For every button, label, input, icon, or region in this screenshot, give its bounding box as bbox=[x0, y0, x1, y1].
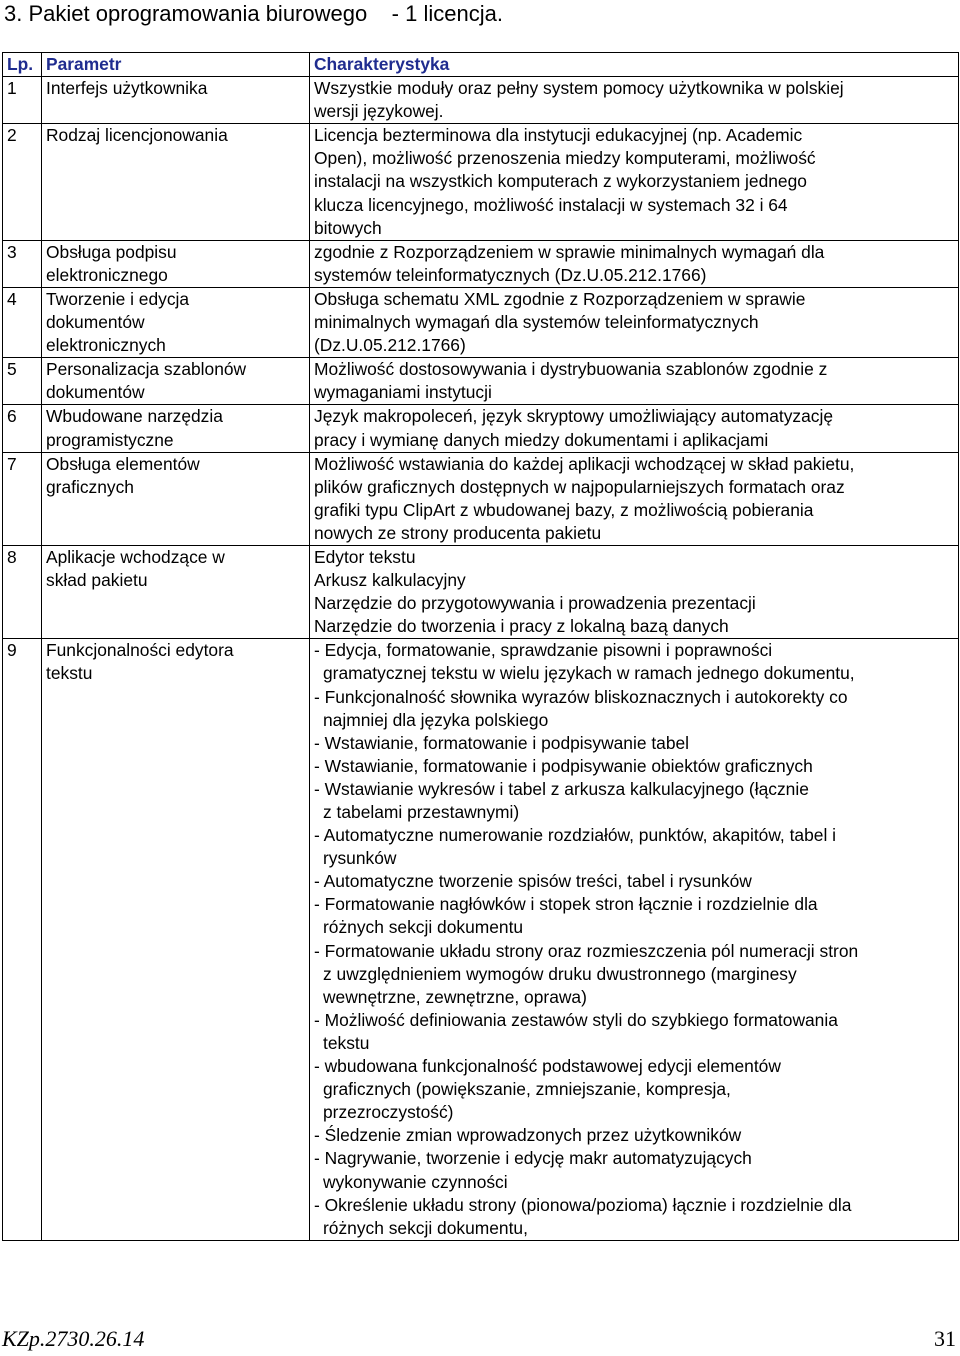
feature-list-item bbox=[314, 639, 954, 685]
table-row bbox=[3, 639, 959, 1240]
document-reference: KZp.2730.26.14 bbox=[2, 1326, 145, 1351]
parameter-line: elektronicznych bbox=[46, 335, 166, 356]
feature-text-continued: tekstu bbox=[323, 1032, 370, 1053]
parameter-line: elektronicznego bbox=[46, 264, 168, 285]
table-row bbox=[3, 124, 959, 240]
characteristic-line: Obsługa schematu XML zgodnie z Rozporządzeniem w sprawie bbox=[314, 288, 806, 309]
parameter-line: Interfejs użytkownika bbox=[46, 78, 208, 99]
characteristic-line: Narzędzie do tworzenia i pracy z lokalną bazą danych bbox=[314, 616, 729, 637]
row-number: 5 bbox=[3, 358, 42, 405]
parameter-line: Wbudowane narzędzia bbox=[46, 406, 223, 427]
feature-text: - Śledzenie zmian wprowadzonych przez użytkowników bbox=[314, 1125, 742, 1146]
characteristic-cell bbox=[310, 77, 959, 124]
characteristic-line: (Dz.U.05.212.1766) bbox=[314, 335, 466, 356]
characteristic-line: Możliwość dostosowywania i dystrybuowania szablonów zgodnie z bbox=[314, 359, 828, 380]
parameter-line: programistyczne bbox=[46, 429, 174, 450]
feature-text-continued: najmniej dla języka polskiego bbox=[323, 709, 549, 730]
characteristic-line: klucza licencyjnego, możliwość instalacji w systemach 32 i 64 bbox=[314, 194, 788, 215]
row-number: 9 bbox=[3, 639, 42, 1240]
characteristic-line: pracy i wymianę danych miedzy dokumentami i aplikacjami bbox=[314, 429, 769, 450]
feature-text: - Wstawianie, formatowanie i podpisywanie tabel bbox=[314, 732, 690, 753]
table-header-row bbox=[3, 53, 959, 77]
table-row bbox=[3, 452, 959, 545]
characteristic-line: zgodnie z Rozporządzeniem w sprawie minimalnych wymagań dla bbox=[314, 241, 825, 262]
feature-text: - Automatyczne tworzenie spisów treści, tabel i rysunków bbox=[314, 871, 752, 892]
row-number: 2 bbox=[3, 124, 42, 240]
table-row bbox=[3, 545, 959, 638]
feature-list-item bbox=[314, 1055, 954, 1124]
characteristic-cell bbox=[310, 358, 959, 405]
characteristic-cell bbox=[310, 639, 959, 1240]
row-number: 3 bbox=[3, 240, 42, 287]
feature-text: - wbudowana funkcjonalność podstawowej edycji elementów bbox=[314, 1056, 781, 1077]
feature-text: - Edycja, formatowanie, sprawdzanie pisowni i poprawności bbox=[314, 640, 773, 661]
characteristic-line: Licencja bezterminowa dla instytucji edukacyjnej (np. Academic bbox=[314, 125, 803, 146]
parameter-line: Aplikacje wchodzące w bbox=[46, 546, 225, 567]
feature-list-item bbox=[314, 940, 954, 1009]
feature-text-continued: wewnętrzne, zewnętrzne, oprawa) bbox=[323, 986, 587, 1007]
feature-text: - Wstawianie wykresów i tabel z arkusza kalkulacyjnego (łącznie bbox=[314, 778, 809, 799]
characteristic-cell bbox=[310, 405, 959, 452]
row-number: 7 bbox=[3, 452, 42, 545]
row-number: 1 bbox=[3, 77, 42, 124]
feature-text-continued: różnych sekcji dokumentu, bbox=[323, 1217, 528, 1238]
characteristic-line: wersji językowej. bbox=[314, 101, 444, 122]
header-charakterystyka: Charakterystyka bbox=[310, 53, 959, 77]
parameter-cell bbox=[42, 452, 310, 545]
characteristic-line: minimalnych wymagań dla systemów teleinformatycznych bbox=[314, 312, 759, 333]
feature-list-item bbox=[314, 1194, 954, 1240]
feature-text-continued: wykonywanie czynności bbox=[323, 1171, 508, 1192]
feature-text: - Możliwość definiowania zestawów styli do szybkiego formatowania bbox=[314, 1009, 838, 1030]
specification-table bbox=[2, 52, 959, 1241]
parameter-cell bbox=[42, 77, 310, 124]
feature-text: - Formatowanie nagłówków i stopek stron łącznie i rozdzielnie dla bbox=[314, 894, 818, 915]
parameter-line: Obsługa elementów bbox=[46, 453, 200, 474]
characteristic-line: Arkusz kalkulacyjny bbox=[314, 570, 466, 591]
characteristic-line: instalacji na wszystkich komputerach z wykorzystaniem jednego bbox=[314, 171, 807, 192]
parameter-cell bbox=[42, 287, 310, 357]
feature-text: - Wstawianie, formatowanie i podpisywanie obiektów graficznych bbox=[314, 755, 813, 776]
parameter-line: Personalizacja szablonów bbox=[46, 359, 247, 380]
feature-list-item bbox=[314, 732, 954, 755]
feature-list-item bbox=[314, 824, 954, 870]
feature-list-item bbox=[314, 1124, 954, 1147]
characteristic-line: Narzędzie do przygotowywania i prowadzenia prezentacji bbox=[314, 593, 756, 614]
parameter-line: dokumentów bbox=[46, 382, 145, 403]
characteristic-line: plików graficznych dostępnych w najpopularniejszych formatach oraz bbox=[314, 476, 845, 497]
feature-list-item bbox=[314, 686, 954, 732]
feature-list-item bbox=[314, 893, 954, 939]
feature-text: - Funkcjonalność słownika wyrazów bliskoznacznych i autokorekty co bbox=[314, 686, 848, 707]
characteristic-cell bbox=[310, 287, 959, 357]
feature-text-continued: z uwzględnieniem wymogów druku dwustronnego (marginesy bbox=[323, 963, 797, 984]
feature-text-continued: przezroczystość) bbox=[323, 1102, 454, 1123]
parameter-cell bbox=[42, 545, 310, 638]
characteristic-cell bbox=[310, 240, 959, 287]
parameter-line: skład pakietu bbox=[46, 570, 148, 591]
parameter-cell bbox=[42, 124, 310, 240]
feature-text: - Nagrywanie, tworzenie i edycję makr automatyzujących bbox=[314, 1148, 752, 1169]
characteristic-line: grafiki typu ClipArt z wbudowanej bazy, z możliwością pobierania bbox=[314, 499, 814, 520]
characteristic-line: Open), możliwość przenoszenia miedzy komputerami, możliwość bbox=[314, 148, 816, 169]
parameter-line: tekstu bbox=[46, 663, 93, 684]
feature-text: - Określenie układu strony (pionowa/pozioma) łącznie i rozdzielnie dla bbox=[314, 1194, 852, 1215]
feature-list-item bbox=[314, 1147, 954, 1193]
parameter-cell bbox=[42, 639, 310, 1240]
feature-text: - Formatowanie układu strony oraz rozmieszczenia pól numeracji stron bbox=[314, 940, 859, 961]
table-row bbox=[3, 405, 959, 452]
characteristic-line: wymaganiami instytucji bbox=[314, 382, 492, 403]
table-row bbox=[3, 240, 959, 287]
row-number: 6 bbox=[3, 405, 42, 452]
characteristic-line: bitowych bbox=[314, 217, 382, 238]
feature-list-item bbox=[314, 755, 954, 778]
parameter-line: Rodzaj licencjonowania bbox=[46, 125, 228, 146]
section-title: 3. Pakiet oprogramowania biurowego - 1 licencja. bbox=[4, 1, 503, 26]
feature-text-continued: graficznych (powiększanie, zmniejszanie, kompresja, bbox=[323, 1079, 731, 1100]
characteristic-line: Edytor tekstu bbox=[314, 546, 416, 567]
characteristic-line: systemów teleinformatycznych (Dz.U.05.212.1766) bbox=[314, 264, 707, 285]
feature-list-item bbox=[314, 870, 954, 893]
feature-text-continued: różnych sekcji dokumentu bbox=[323, 917, 524, 938]
feature-list-item bbox=[314, 1009, 954, 1055]
parameter-cell bbox=[42, 240, 310, 287]
parameter-line: Tworzenie i edycja bbox=[46, 288, 190, 309]
characteristic-cell bbox=[310, 545, 959, 638]
feature-list-item bbox=[314, 778, 954, 824]
characteristic-line: Język makropoleceń, język skryptowy umożliwiający automatyzację bbox=[314, 406, 834, 427]
row-number: 8 bbox=[3, 545, 42, 638]
header-parametr: Parametr bbox=[42, 53, 310, 77]
table-row bbox=[3, 77, 959, 124]
feature-text-continued: gramatycznej tekstu w wielu językach w ramach jednego dokumentu, bbox=[323, 663, 855, 684]
characteristic-line: Wszystkie moduły oraz pełny system pomocy użytkownika w polskiej bbox=[314, 78, 844, 99]
parameter-line: graficznych bbox=[46, 476, 134, 497]
characteristic-cell bbox=[310, 452, 959, 545]
page-number: 31 bbox=[934, 1326, 956, 1351]
parameter-line: dokumentów bbox=[46, 312, 145, 333]
feature-text: - Automatyczne numerowanie rozdziałów, punktów, akapitów, tabel i bbox=[314, 825, 837, 846]
characteristic-line: Możliwość wstawiania do każdej aplikacji wchodzącej w skład pakietu, bbox=[314, 453, 855, 474]
parameter-cell bbox=[42, 358, 310, 405]
table-row bbox=[3, 287, 959, 357]
parameter-line: Funkcjonalności edytora bbox=[46, 640, 234, 661]
parameter-line: Obsługa podpisu bbox=[46, 241, 177, 262]
row-number: 4 bbox=[3, 287, 42, 357]
parameter-cell bbox=[42, 405, 310, 452]
feature-text-continued: z tabelami przestawnymi) bbox=[323, 802, 520, 822]
characteristic-line: nowych ze strony producenta pakietu bbox=[314, 522, 602, 543]
feature-text-continued: rysunków bbox=[323, 848, 397, 869]
characteristic-cell bbox=[310, 124, 959, 240]
table-row bbox=[3, 358, 959, 405]
header-lp: Lp. bbox=[3, 53, 42, 77]
